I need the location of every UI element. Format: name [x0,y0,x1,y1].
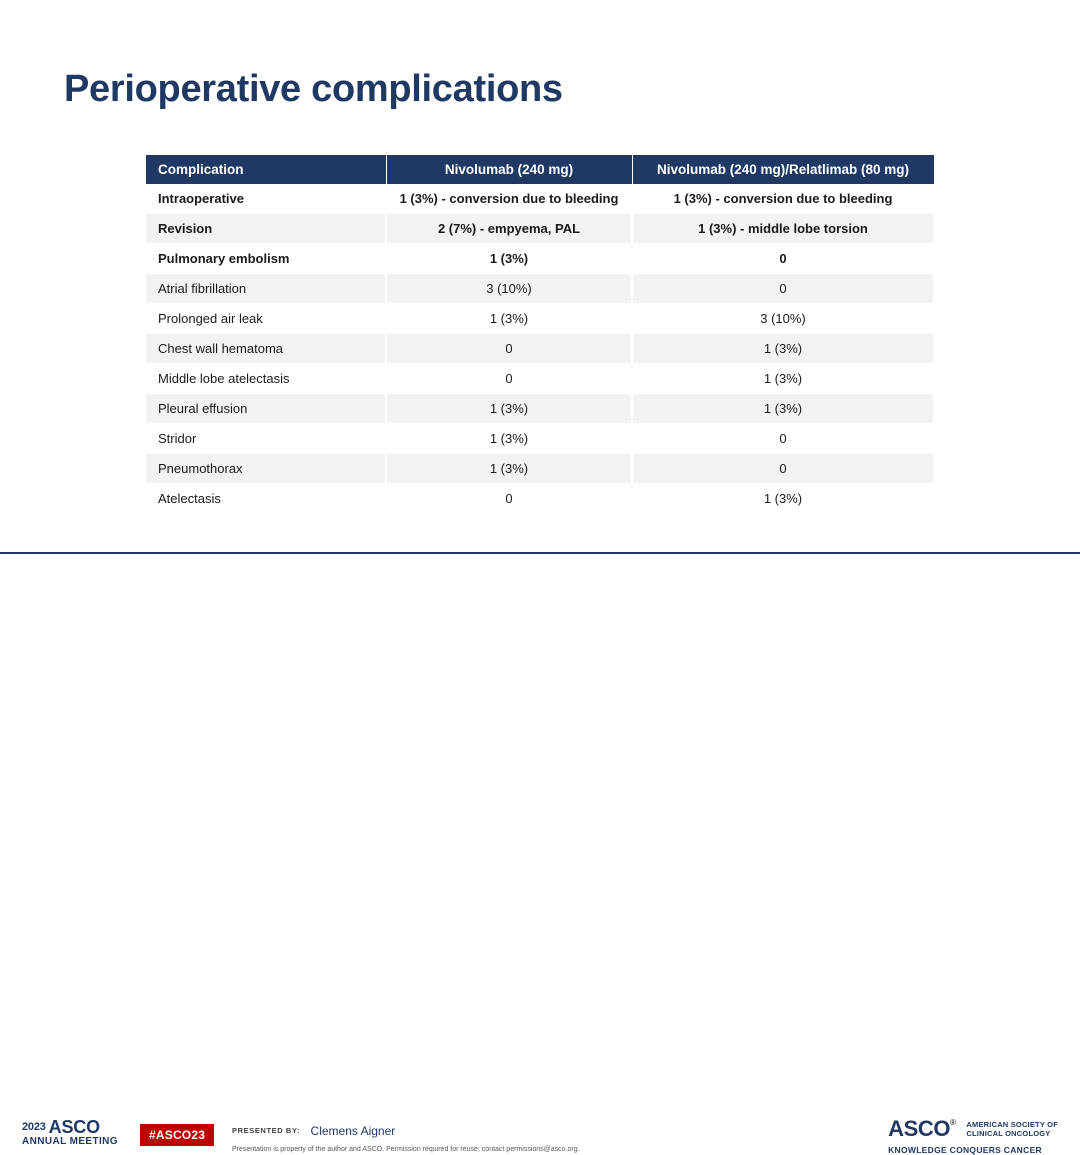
hashtag-badge: #ASCO23 [140,1124,214,1146]
complications-table [146,155,935,514]
cell-complication: Atelectasis [146,484,386,514]
page-title: Perioperative complications [64,68,563,110]
cell-nivolumab: 0 [386,484,632,514]
cell-nivolumab: 1 (3%) [386,454,632,484]
cell-nivolumab: 0 [386,364,632,394]
table-row [146,424,934,454]
cell-nivolumab: 1 (3%) [386,424,632,454]
cell-nivolumab: 1 (3%) [386,394,632,424]
table-row [146,394,934,424]
logo-name: ASCO [48,1117,100,1137]
right-logo-name: ASCO [888,1116,951,1141]
registered-trademark-icon: ® [950,1118,956,1128]
table-row [146,454,934,484]
logo-subtitle: ANNUAL MEETING [22,1135,118,1147]
cell-nivolumab-relatlimab: 1 (3%) - middle lobe torsion [632,214,934,244]
table-row [146,304,934,334]
cell-complication: Intraoperative [146,184,386,214]
permission-notice: Presentation is property of the author and ASCO. Permission required for reuse; contact permissions@asco.org. [232,1146,580,1153]
table-header [146,155,934,184]
cell-nivolumab: 1 (3%) [386,244,632,274]
cell-complication: Pleural effusion [146,394,386,424]
table-row [146,244,934,274]
logo-year: 2023 [22,1121,46,1133]
table-header-nivolumab-relatlimab: Nivolumab (240 mg)/Relatlimab (80 mg) [632,155,934,184]
cell-nivolumab: 0 [386,334,632,364]
cell-nivolumab-relatlimab: 0 [632,424,934,454]
slide-footer [0,554,1080,1155]
table-row [146,184,934,214]
asco-society-logo [888,1116,1058,1155]
cell-complication: Chest wall hematoma [146,334,386,364]
cell-complication: Pneumothorax [146,454,386,484]
table-header-complication: Complication [146,155,386,184]
table-header-row [146,155,934,184]
cell-nivolumab-relatlimab: 1 (3%) [632,484,934,514]
right-logo-sub-line1: AMERICAN SOCIETY OF [966,1119,1058,1129]
cell-complication: Middle lobe atelectasis [146,364,386,394]
presenter-name: Clemens Aigner [310,1123,396,1138]
table-body [146,184,934,514]
cell-complication: Stridor [146,424,386,454]
cell-complication: Atrial fibrillation [146,274,386,304]
cell-nivolumab-relatlimab: 0 [632,274,934,304]
table-row [146,274,934,304]
right-logo-sub-line2: CLINICAL ONCOLOGY [966,1129,1051,1138]
presented-by-label: PRESENTED BY: [232,1126,301,1136]
cell-nivolumab-relatlimab: 0 [632,244,934,274]
cell-complication: Prolonged air leak [146,304,386,334]
table-row [146,214,934,244]
cell-complication: Revision [146,214,386,244]
table-row [146,334,934,364]
cell-nivolumab-relatlimab: 1 (3%) [632,394,934,424]
cell-nivolumab-relatlimab: 1 (3%) - conversion due to bleeding [632,184,934,214]
cell-complication: Pulmonary embolism [146,244,386,274]
cell-nivolumab-relatlimab: 1 (3%) [632,364,934,394]
cell-nivolumab: 1 (3%) - conversion due to bleeding [386,184,632,214]
table-row [146,484,934,514]
cell-nivolumab: 1 (3%) [386,304,632,334]
right-logo-tagline: KNOWLEDGE CONQUERS CANCER [888,1145,1042,1155]
cell-nivolumab-relatlimab: 3 (10%) [632,304,934,334]
table-row [146,364,934,394]
cell-nivolumab-relatlimab: 1 (3%) [632,334,934,364]
presenter-block [232,1122,580,1153]
asco-annual-meeting-logo [22,1118,118,1147]
right-logo-subtitle [966,1120,1058,1139]
cell-nivolumab-relatlimab: 0 [632,454,934,484]
cell-nivolumab: 2 (7%) - empyema, PAL [386,214,632,244]
complications-table-wrapper [146,155,934,514]
cell-nivolumab: 3 (10%) [386,274,632,304]
table-header-nivolumab: Nivolumab (240 mg) [386,155,632,184]
